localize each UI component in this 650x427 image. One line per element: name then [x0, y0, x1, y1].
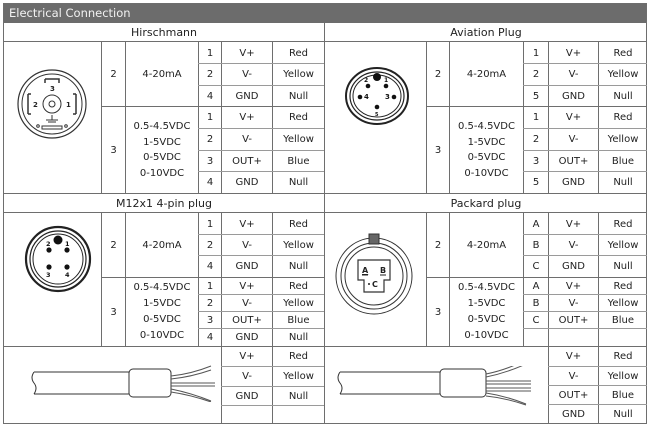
mode-cell: 3	[110, 144, 117, 156]
range-cell	[126, 107, 198, 193]
pin-cell: 1	[532, 112, 540, 123]
signal-cell: GND	[562, 177, 585, 188]
signal-cell: V+	[239, 47, 255, 59]
pin-cell: 5	[532, 177, 540, 188]
signal-cell: OUT+	[232, 314, 262, 326]
pin-cell: 3	[532, 155, 540, 167]
pin-cell: 2	[532, 69, 540, 80]
range-line: 0.5-4.5VDC	[133, 282, 191, 293]
signal-cell: V+	[239, 112, 255, 123]
pin-cell: C	[532, 314, 540, 326]
wire-color-cell: Blue	[611, 314, 635, 326]
signal-cell: V+	[565, 47, 582, 59]
wire-color-cell: Yellow	[283, 239, 314, 251]
wire-color-cell: Red	[289, 112, 308, 123]
pin-cell: 2	[206, 69, 214, 80]
divider	[221, 405, 324, 406]
svg-text:2: 2	[46, 240, 51, 248]
wire-color-cell: Blue	[287, 314, 310, 326]
svg-text:3: 3	[385, 93, 390, 101]
signal-cell: V-	[242, 69, 252, 80]
mode-cell: 2	[110, 240, 117, 251]
pin-cell: 3	[206, 314, 214, 326]
range-cell: 4-20mA	[142, 240, 182, 251]
range-cell	[450, 107, 523, 193]
wire-color-cell: Red	[289, 218, 308, 230]
signal-cell: V-	[568, 69, 579, 80]
wire-color-cell: Yellow	[607, 69, 639, 80]
wire-color-cell: Yellow	[283, 297, 314, 309]
range-line: 0-10VDC	[139, 167, 185, 179]
wire-color-cell: Null	[288, 390, 309, 402]
divider	[523, 328, 647, 329]
signal-cell: V+	[565, 351, 582, 362]
range-line: 0-5VDC	[143, 152, 181, 163]
signal-cell: GND	[235, 90, 259, 102]
pin-cell: 2	[532, 134, 540, 145]
wire-color-cell: Null	[613, 261, 633, 272]
center-divider	[324, 23, 325, 423]
range-line: 1-5VDC	[467, 298, 506, 309]
wire-color-cell: Null	[288, 332, 309, 343]
range-line: 1-5VDC	[467, 136, 506, 148]
wire-color-cell: Null	[288, 261, 309, 272]
svg-text:B: B	[380, 266, 387, 275]
range-cell	[126, 278, 198, 346]
wire-color-cell: Yellow	[607, 370, 639, 382]
mode-cell: 2	[434, 240, 442, 251]
signal-cell: V+	[239, 218, 255, 230]
range-line: 0.5-4.5VDC	[458, 282, 515, 293]
section-header-aviation: Aviation Plug	[325, 23, 647, 42]
mode-cell: 3	[434, 306, 442, 318]
section-header-m12: M12x1 4-pin plug	[4, 194, 324, 213]
pin-cell: B	[532, 239, 540, 251]
m12-connector-icon	[24, 225, 92, 293]
svg-text:1: 1	[384, 77, 389, 84]
svg-text:1: 1	[65, 240, 70, 248]
range-line: 0-10VDC	[139, 330, 185, 341]
wire-color-cell: Null	[613, 177, 633, 188]
hirschmann-connector-icon	[12, 64, 92, 144]
signal-cell: V-	[242, 371, 252, 382]
signal-cell: V-	[242, 239, 252, 251]
range-line: 1-5VDC	[143, 136, 181, 148]
pin-cell: 1	[532, 47, 540, 59]
wire-color-cell: Blue	[611, 155, 635, 167]
svg-text:A: A	[362, 266, 369, 275]
svg-text:3: 3	[46, 271, 51, 279]
signal-cell: V-	[568, 297, 579, 309]
electrical-connection-table	[3, 3, 647, 424]
cable-4-wire-icon	[336, 366, 546, 406]
range-line: 0-5VDC	[467, 314, 506, 325]
svg-text:2: 2	[33, 101, 38, 109]
svg-text:4: 4	[364, 93, 369, 101]
mode-cell: 3	[110, 306, 117, 318]
signal-cell: V-	[242, 297, 252, 309]
pin-cell: 4	[206, 90, 214, 102]
wire-color-cell: Yellow	[607, 134, 639, 145]
wire-color-cell: Red	[613, 47, 633, 59]
section-header-hirschmann: Hirschmann	[4, 23, 324, 42]
range-cell: 4-20mA	[142, 69, 182, 80]
signal-cell: GND	[562, 261, 585, 272]
wire-color-cell: Null	[613, 90, 633, 102]
signal-cell: V+	[565, 218, 582, 230]
signal-cell: V-	[242, 134, 252, 145]
signal-cell: V+	[565, 112, 582, 123]
mode-cell: 3	[434, 144, 442, 156]
signal-cell: GND	[235, 261, 259, 272]
wire-color-cell: Blue	[287, 155, 310, 167]
signal-cell: V-	[568, 370, 579, 382]
wire-color-cell: Null	[288, 90, 309, 102]
wire-color-cell: Blue	[611, 389, 635, 401]
pin-cell: 2	[206, 297, 214, 309]
range-line: 0.5-4.5VDC	[133, 121, 191, 132]
wire-color-cell: Null	[613, 408, 633, 420]
signal-cell: OUT+	[558, 389, 589, 401]
wire-color-cell: Red	[289, 47, 308, 59]
wire-color-cell: Red	[613, 280, 633, 292]
svg-text:2: 2	[364, 77, 369, 84]
signal-cell: GND	[562, 408, 585, 420]
mode-cell: 2	[110, 69, 117, 80]
signal-cell: GND	[235, 390, 259, 402]
pin-cell: 2	[206, 134, 214, 145]
cable-3-wire-icon	[29, 362, 219, 402]
range-cell: 4-20mA	[466, 240, 507, 251]
signal-cell: V-	[568, 134, 579, 145]
table-title: Electrical Connection	[4, 4, 646, 23]
range-line: 0-5VDC	[467, 152, 506, 163]
pin-cell: 5	[532, 90, 540, 102]
mode-cell: 2	[434, 69, 442, 80]
range-line: 0.5-4.5VDC	[458, 121, 515, 132]
range-line: 0-10VDC	[464, 167, 509, 179]
pin-cell: A	[532, 280, 540, 292]
range-line: 1-5VDC	[143, 298, 181, 309]
svg-text:4: 4	[65, 271, 70, 279]
pin-cell: 1	[206, 280, 214, 292]
signal-cell: GND	[235, 332, 259, 343]
signal-cell: V+	[239, 280, 255, 292]
range-cell: 4-20mA	[466, 69, 507, 80]
signal-cell: OUT+	[232, 155, 262, 167]
svg-text:C: C	[372, 280, 378, 289]
wire-color-cell: Yellow	[283, 134, 314, 145]
signal-cell: V+	[565, 280, 582, 292]
wire-color-cell: Yellow	[283, 69, 314, 80]
signal-cell: OUT+	[558, 155, 589, 167]
wire-color-cell: Red	[289, 280, 308, 292]
pin-cell: A	[532, 218, 540, 230]
svg-text:3: 3	[50, 85, 55, 93]
wire-color-cell: Red	[613, 112, 633, 123]
signal-cell: GND	[562, 90, 585, 102]
svg-text:1: 1	[66, 101, 71, 109]
wire-color-cell: Red	[613, 351, 633, 362]
signal-cell: OUT+	[558, 314, 589, 326]
pin-cell: 1	[206, 112, 214, 123]
range-line: 0-5VDC	[143, 314, 181, 325]
pin-cell: 4	[206, 177, 214, 188]
wire-color-cell: Null	[288, 177, 309, 188]
range-line: 0-10VDC	[464, 330, 509, 341]
wire-color-cell: Red	[289, 351, 308, 362]
wire-color-cell: Yellow	[607, 239, 639, 251]
pin-cell: B	[532, 297, 540, 309]
section-header-packard: Packard plug	[325, 194, 647, 213]
pin-cell: 4	[206, 261, 214, 272]
signal-cell: V-	[568, 239, 579, 251]
wire-color-cell: Yellow	[283, 371, 314, 382]
pin-cell: 4	[206, 332, 214, 343]
pin-cell: 1	[206, 47, 214, 59]
range-cell	[450, 278, 523, 346]
pin-cell: 3	[206, 155, 214, 167]
pin-cell: 1	[206, 218, 214, 230]
signal-cell: V+	[239, 351, 255, 362]
signal-cell: GND	[235, 177, 259, 188]
aviation-plug-icon	[344, 66, 410, 126]
packard-plug-icon	[333, 232, 415, 316]
wire-color-cell: Red	[613, 218, 633, 230]
svg-text:5: 5	[375, 112, 379, 118]
pin-cell: 2	[206, 239, 214, 251]
wire-color-cell: Yellow	[607, 297, 639, 309]
pin-cell: C	[532, 261, 540, 272]
